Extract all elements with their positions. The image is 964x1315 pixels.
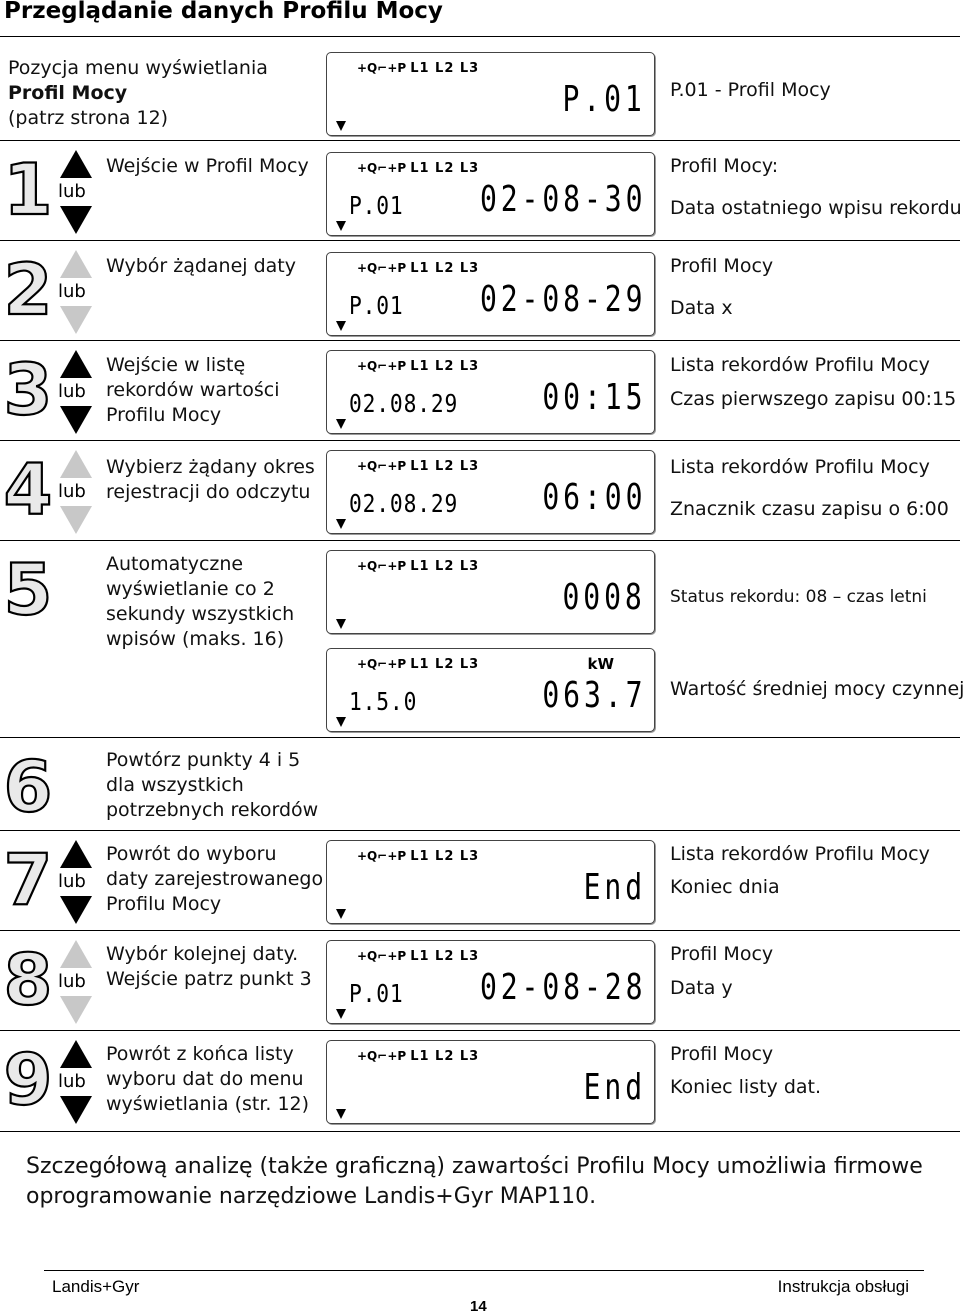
step-number-1-icon	[3, 149, 53, 231]
up-down-arrows	[56, 350, 96, 435]
up-down-arrows	[56, 250, 96, 335]
marker-triangle-icon	[336, 1109, 346, 1119]
lcd-main-value: 063.7	[541, 675, 646, 716]
step-description-line: Automatyczne	[106, 553, 244, 575]
page-title: Przeglądanie danych Profilu Mocy	[4, 0, 443, 24]
lcd-main-value: End	[583, 1067, 646, 1108]
lcd-display-5-b	[326, 648, 655, 732]
lcd-main-value: P.01	[562, 79, 646, 120]
arrow-down-icon[interactable]	[60, 306, 92, 334]
divider	[0, 930, 960, 931]
svg-text:7: 7	[3, 839, 53, 921]
step-result-label: Koniec listy dat.	[670, 1076, 822, 1098]
page-number: 14	[470, 1298, 487, 1315]
step-description-line: Powrót z końca listy	[106, 1043, 294, 1065]
lcd-display-3	[326, 350, 655, 434]
divider	[0, 540, 960, 541]
step-description-line: Wejście patrz punkt 3	[106, 968, 312, 990]
lcd-main-value: 02-08-28	[479, 967, 646, 1008]
svg-text:1: 1	[3, 149, 53, 231]
up-down-arrows	[56, 150, 96, 235]
step-description-line: Wybór kolejnej daty.	[106, 943, 299, 965]
step-description-line: Wybór żądanej daty	[106, 255, 296, 277]
lcd-display-7	[326, 840, 655, 924]
lcd-secondary-value: P.01	[349, 191, 404, 220]
up-down-arrows	[56, 1040, 96, 1125]
lcd-main-value: 0008	[562, 577, 646, 618]
divider	[0, 1131, 960, 1132]
step-description-line: rekordów wartości	[106, 379, 280, 401]
step-description-line: wpisów (maks. 16)	[106, 628, 285, 650]
step-description-line: Wejście w Profil Mocy	[106, 155, 309, 177]
step-number-6-icon	[3, 746, 53, 828]
step-result-label: Lista rekordów Profilu Mocy	[670, 354, 930, 376]
step-number-3-icon	[3, 349, 53, 431]
step-description	[106, 748, 318, 823]
lcd-display-intro	[326, 52, 655, 136]
lcd-display-9	[326, 1040, 655, 1124]
lcd-secondary-value: P.01	[349, 291, 404, 320]
svg-text:5: 5	[3, 549, 53, 631]
lcd-indicators: +Q⌐+P L1 L2 L3	[357, 261, 480, 276]
arrow-up-icon[interactable]	[60, 840, 92, 868]
arrow-down-icon[interactable]	[60, 406, 92, 434]
arrow-up-icon[interactable]	[60, 450, 92, 478]
arrow-up-icon[interactable]	[60, 940, 92, 968]
lcd-indicators: +Q⌐+P L1 L2 L3	[357, 61, 480, 76]
step-number-2-icon	[3, 249, 53, 331]
step-description	[106, 353, 279, 428]
marker-triangle-icon	[336, 321, 346, 331]
step-result-label: Profil Mocy	[670, 943, 774, 965]
step-description-line: potrzebnych rekordów	[106, 799, 319, 821]
svg-text:9: 9	[3, 1039, 53, 1121]
divider	[0, 830, 960, 831]
lcd-indicators: +Q⌐+P L1 L2 L3	[357, 949, 480, 964]
lcd-main-value: 06:00	[541, 477, 646, 518]
arrow-down-icon[interactable]	[60, 996, 92, 1024]
up-down-arrows	[56, 940, 96, 1025]
lcd-indicators: +Q⌐+P L1 L2 L3	[357, 657, 480, 672]
lcd-secondary-value: 1.5.0	[349, 687, 418, 716]
lcd-main-value: 02-08-30	[479, 179, 646, 220]
step-result-label: Status rekordu: 08 – czas letni	[670, 587, 927, 607]
arrow-up-icon[interactable]	[60, 1040, 92, 1068]
arrow-down-icon[interactable]	[60, 206, 92, 234]
step-result-label: Data y	[670, 977, 733, 999]
lcd-secondary-value: P.01	[349, 979, 404, 1008]
lcd-display-4	[326, 450, 655, 534]
step-description	[106, 942, 312, 992]
intro-text	[8, 56, 268, 131]
step-number-4-icon	[3, 449, 53, 531]
step-description	[106, 1042, 309, 1117]
step-description-line: Profilu Mocy	[106, 893, 222, 915]
arrow-down-icon[interactable]	[60, 1096, 92, 1124]
step-description-line: Profilu Mocy	[106, 404, 222, 426]
step-result-label: Wartość średniej mocy czynnej	[670, 678, 964, 700]
step-description	[106, 552, 294, 652]
lcd-display-5-a	[326, 550, 655, 634]
lcd-main-value: 00:15	[541, 377, 646, 418]
svg-text:4: 4	[3, 449, 53, 531]
step-number-7-icon	[3, 839, 53, 921]
divider	[0, 36, 960, 37]
step-result-label: Profil Mocy	[670, 1043, 774, 1065]
lcd-display-8	[326, 940, 655, 1024]
marker-triangle-icon	[336, 1009, 346, 1019]
step-description-line: wyświetlania (str. 12)	[106, 1093, 310, 1115]
step-result-label: Koniec dnia	[670, 876, 780, 898]
intro-line-3: (patrz strona 12)	[8, 107, 169, 129]
lcd-indicators: +Q⌐+P L1 L2 L3	[357, 559, 480, 574]
step-result-label: Lista rekordów Profilu Mocy	[670, 843, 930, 865]
step-number-5-icon	[3, 549, 53, 631]
step-result-label: Data x	[670, 297, 733, 319]
lcd-display-1	[326, 152, 655, 236]
intro-line-2: Profil Mocy	[8, 82, 128, 104]
or-label: lub	[58, 381, 86, 402]
step-number-9-icon	[3, 1039, 53, 1121]
divider	[0, 140, 960, 141]
footer-line	[44, 1270, 924, 1271]
lcd-unit: kW	[587, 655, 614, 673]
lcd-indicators: +Q⌐+P L1 L2 L3	[357, 359, 480, 374]
arrow-up-icon[interactable]	[60, 150, 92, 178]
marker-triangle-icon	[336, 121, 346, 131]
up-down-arrows	[56, 840, 96, 925]
divider	[0, 737, 960, 738]
arrow-down-icon[interactable]	[60, 506, 92, 534]
lcd-main-value: End	[583, 867, 646, 908]
lcd-display-2	[326, 252, 655, 336]
lcd-indicators: +Q⌐+P L1 L2 L3	[357, 161, 480, 176]
arrow-up-icon[interactable]	[60, 250, 92, 278]
step-result-label: Czas pierwszego zapisu 00:15	[670, 388, 957, 410]
step-description-line: wyświetlanie co 2	[106, 578, 275, 600]
divider	[0, 240, 960, 241]
intro-line-1: Pozycja menu wyświetlania	[8, 57, 268, 79]
step-result-label: Profil Mocy	[670, 255, 774, 277]
footer-left: Landis+Gyr	[52, 1277, 140, 1296]
final-note: Szczegółową analizę (także graficzną) zawartości Profilu Mocy umożliwia firmowe oprogramowanie narzędziowe Landis+Gyr MAP110.	[26, 1154, 923, 1209]
lcd-secondary-value: 02.08.29	[349, 489, 459, 518]
or-label: lub	[58, 481, 86, 502]
marker-triangle-icon	[336, 221, 346, 231]
step-result-label: Lista rekordów Profilu Mocy	[670, 456, 930, 478]
marker-triangle-icon	[336, 419, 346, 429]
intro-right-label: P.01 - Profil Mocy	[670, 79, 831, 101]
step-description	[106, 254, 296, 279]
marker-triangle-icon	[336, 519, 346, 529]
or-label: lub	[58, 971, 86, 992]
step-result-label: Znacznik czasu zapisu o 6:00	[670, 498, 949, 520]
step-description-line: Powtórz punkty 4 i 5	[106, 749, 301, 771]
step-description-line: Wejście w listę	[106, 354, 246, 376]
step-description	[106, 842, 323, 917]
lcd-main-value: 02-08-29	[479, 279, 646, 320]
svg-text:8: 8	[3, 939, 53, 1021]
step-description	[106, 154, 309, 179]
marker-triangle-icon	[336, 619, 346, 629]
up-down-arrows	[56, 450, 96, 535]
step-description-line: rejestracji do odczytu	[106, 481, 311, 503]
divider	[0, 440, 960, 441]
step-description-line: dla wszystkich	[106, 774, 244, 796]
footer-right: Instrukcja obsługi	[777, 1277, 909, 1296]
svg-text:3: 3	[3, 349, 53, 431]
arrow-down-icon[interactable]	[60, 896, 92, 924]
step-description-line: daty zarejestrowanego	[106, 868, 324, 890]
or-label: lub	[58, 181, 86, 202]
step-result-label: Data ostatniego wpisu rekordu	[670, 197, 962, 219]
arrow-up-icon[interactable]	[60, 350, 92, 378]
svg-text:6: 6	[3, 746, 53, 828]
lcd-indicators: +Q⌐+P L1 L2 L3	[357, 849, 480, 864]
or-label: lub	[58, 871, 86, 892]
step-description-line: Wybierz żądany okres	[106, 456, 315, 478]
divider	[0, 340, 960, 341]
marker-triangle-icon	[336, 717, 346, 727]
step-number-8-icon	[3, 939, 53, 1021]
marker-triangle-icon	[336, 909, 346, 919]
lcd-secondary-value: 02.08.29	[349, 389, 459, 418]
or-label: lub	[58, 281, 86, 302]
step-description-line: sekundy wszystkich	[106, 603, 295, 625]
step-result-label: Profil Mocy:	[670, 155, 779, 177]
or-label: lub	[58, 1071, 86, 1092]
step-description	[106, 455, 315, 505]
lcd-indicators: +Q⌐+P L1 L2 L3	[357, 459, 480, 474]
step-description-line: Powrót do wyboru	[106, 843, 277, 865]
svg-text:2: 2	[3, 249, 53, 331]
step-description-line: wyboru dat do menu	[106, 1068, 304, 1090]
divider	[0, 1030, 960, 1031]
lcd-indicators: +Q⌐+P L1 L2 L3	[357, 1049, 480, 1064]
